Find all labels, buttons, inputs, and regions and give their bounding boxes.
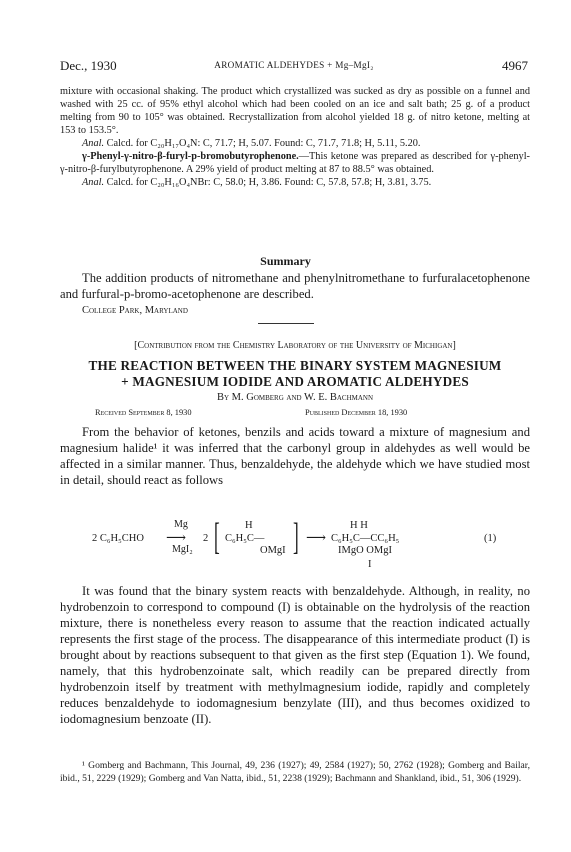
eq-coefficient: 2 [203, 533, 209, 544]
equation-number: (1) [484, 533, 497, 544]
analysis-1 [60, 137, 530, 150]
footnote-text: ¹ Gomberg and Bachmann, This Journal, 49, 236 (1927); 49, 2584 (1927); 50, 2762 (1928); Gomberg and Bailar, ibid., 51, 2229 (1929); Gomberg and Van Natta, ibid., 51, 2238 (1929); Bachmann and Shankland, ibid., 51, 306 (1929). [60, 760, 530, 784]
byline: By M. Gomberg and W. E. Bachmann [216, 392, 374, 403]
analysis-label: Anal. [82, 138, 105, 149]
summary-section [60, 270, 530, 319]
paragraph-2: It was found that the binary system reacts with benzaldehyde. Although, in reality, no hydrobenzoin to correspond to compound (I) is obtainable on the hydrolysis of the reaction mixture, there is nonetheless every reason to assume that the reaction indicated actually represents the first stage of the process. The disappearance of this intermediate product (I) is brought about by reactions subsequent to that given as the first step (Equation 1). We found, namely, that this hydrobenzoinate salt, which readily can be prepared directly from hydrobenzoin itself by treatment with methylmagnesium iodide, rapidly and completely reduces benzaldehyde to iodomagnesium benzylate (III), and thus becomes oxidized to iodomagnesium benzoate (II). [60, 584, 530, 726]
eq-reagent-bottom: MgI₂ [172, 544, 193, 555]
summary-place: College Park, Maryland [82, 305, 188, 316]
analysis-text: Calcd. for C₂₀H₁₇O₄N: C, 71.7; H, 5.07. Found: C, 71.7, 71.8; H, 5.11, 5.20. [106, 138, 421, 149]
eq-product-h: H H [350, 520, 368, 531]
title-line-1: THE REACTION BETWEEN THE BINARY SYSTEM MAGNESIUM [88, 358, 502, 373]
title-line-2: + MAGNESIUM IODIDE AND AROMATIC ALDEHYDES [121, 374, 469, 389]
footnote [60, 760, 530, 785]
eq-reagent-top: Mg [174, 519, 188, 530]
intro-paragraph [60, 424, 530, 488]
eq-intermediate: C₆H₅C— [225, 533, 265, 544]
bracket-right-icon: ] [293, 516, 299, 558]
published-date: Published December 18, 1930 [305, 408, 408, 417]
eq-product-label: I [368, 559, 372, 570]
received-date: Received September 8, 1930 [95, 408, 192, 417]
experimental-section [60, 85, 530, 189]
compound-name: γ-Phenyl-γ-nitro-β-furyl-p-bromobutyrophenone. [82, 151, 299, 162]
compound-text: —This ketone was prepared as described for γ-phenyl-γ-nitro-β-furylbutyrophenone. A 29% yield of product melting at 87 to 88.5° was obtained. [60, 151, 530, 175]
header-date: Dec., 1930 [60, 58, 117, 73]
running-header [60, 58, 528, 74]
summary-heading: Summary [260, 254, 311, 268]
eq-inter-h: H [245, 520, 253, 531]
header-title: AROMATIC ALDEHYDES + Mg–MgI₂ [214, 60, 374, 70]
eq-reactant: 2 C₆H₅CHO [92, 533, 144, 544]
bracket-left-icon: [ [214, 516, 220, 558]
eq-inter-omgi: OMgI [260, 545, 286, 556]
eq-product: C₆H₅C—CC₆H₅ [331, 533, 400, 544]
paragraph-1: From the behavior of ketones, benzils and acids toward a mixture of magnesium and magnesium halide¹ it was inferred that the carbonyl group in aldehydes as well would be affected in a similar manner. Thus, benzaldehyde, the aldehyde which we have studied most in detail, should react as follows [60, 425, 530, 487]
contribution-line: [Contribution from the Chemistry Laboratory of the University of Michigan] [134, 340, 456, 351]
summary-text: The addition products of nitromethane and phenylnitromethane to furfuralacetophenone and furfural-p-bromo-acetophenone are described. [60, 271, 530, 301]
analysis-2 [60, 176, 530, 189]
experimental-paragraph: mixture with occasional shaking. The product which crystallized was sucked as dry as possible on a funnel and washed with 25 cc. of 95% ethyl alcohol which had been cooled on an ice and salt bath; 25 g. of a product melting from 90 to 105° was obtained. Recrystallization from alcohol yielded 18 g. of nitro ketone, melting at 153 to 153.5°. [60, 86, 530, 136]
page-number: 4967 [502, 58, 528, 73]
analysis-text: Calcd. for C₂₀H₁₆O₄NBr: C, 58.0; H, 3.86. Found: C, 57.8, 57.8; H, 3.81, 3.75. [106, 177, 432, 188]
reaction-arrow-icon: ⟶ [306, 531, 327, 546]
compound-paragraph [60, 150, 530, 176]
article-title [60, 358, 530, 390]
analysis-label: Anal. [82, 177, 105, 188]
reaction-equation [0, 516, 571, 579]
eq-product-sub: IMgO OMgI [338, 545, 392, 556]
section-divider [258, 323, 314, 324]
reaction-arrow-icon: ⟶ [166, 531, 187, 546]
main-paragraph [60, 583, 530, 727]
